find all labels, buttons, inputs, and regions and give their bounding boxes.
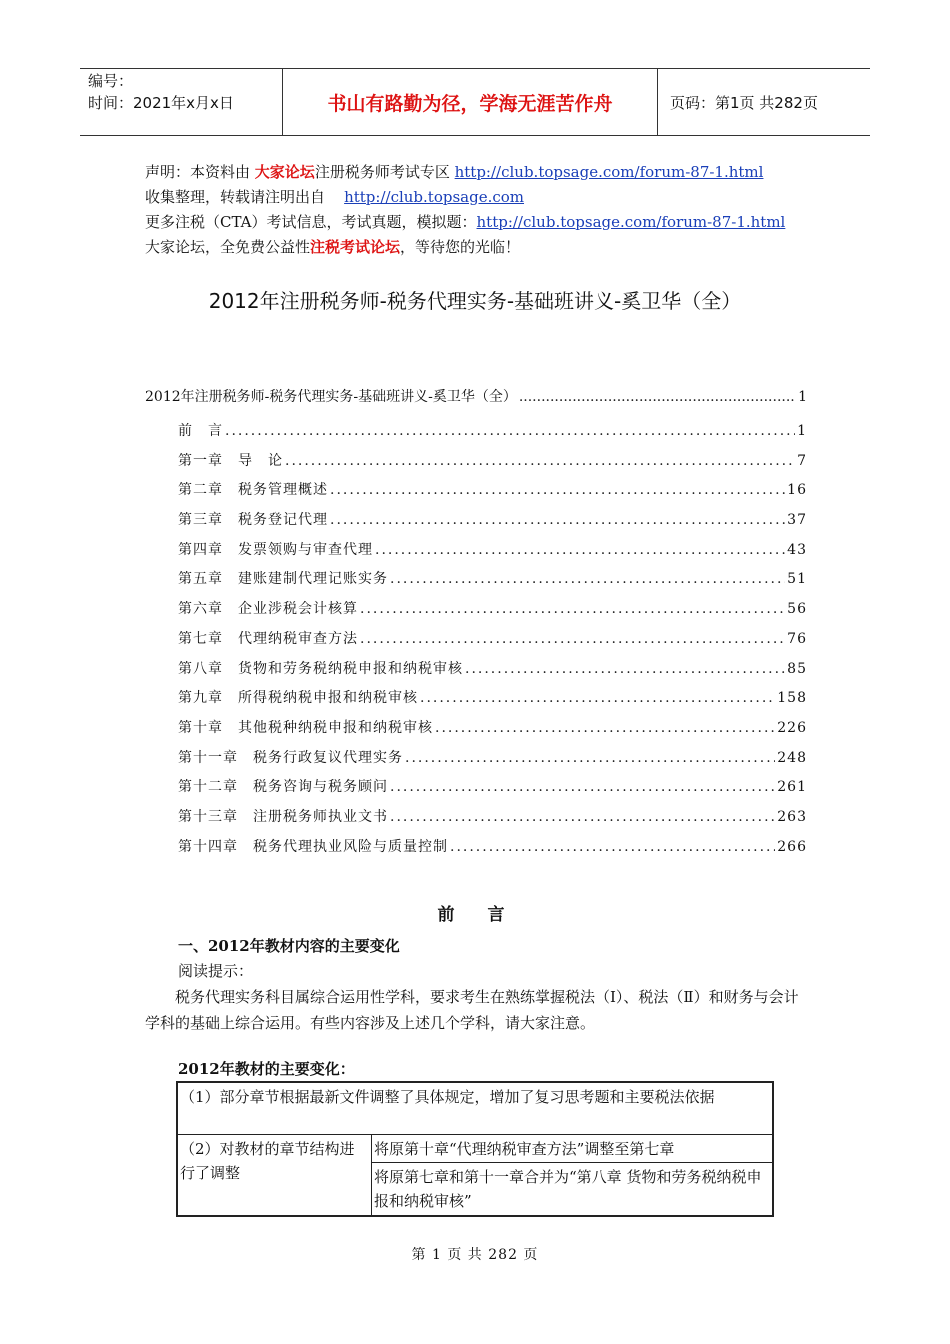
changes-table bbox=[176, 1081, 774, 1217]
section-heading: 一、2012年教材内容的主要变化 bbox=[178, 937, 400, 955]
notice-line-3 bbox=[145, 210, 845, 235]
toc-entry[interactable] bbox=[145, 479, 807, 509]
toc-label: 第十四章 税务代理执业风险与质量控制 bbox=[178, 838, 448, 855]
toc-label: 第十一章 税务行政复议代理实务 bbox=[178, 749, 403, 766]
club-link[interactable]: http://club.topsage.com bbox=[344, 188, 525, 206]
header-motto: 书山有路勤为径，学海无涯苦作舟 bbox=[282, 69, 658, 135]
toc-leader bbox=[390, 779, 775, 795]
toc-label: 第三章 税务登记代理 bbox=[178, 512, 328, 529]
table-cell: 将原第十章“代理纳税审查方法”调整至第七章 bbox=[372, 1135, 772, 1163]
toc-entry[interactable] bbox=[145, 717, 807, 747]
brand-name: 大家论坛 bbox=[254, 163, 315, 181]
toc-label: 第一章 导 论 bbox=[178, 452, 283, 469]
table-cell: 将原第七章和第十一章合并为“第八章 货物和劳务税纳税申报和纳税审核” bbox=[374, 1168, 762, 1210]
toc-label: 第二章 税务管理概述 bbox=[178, 482, 328, 499]
toc-leader bbox=[450, 839, 775, 855]
reading-tip-text: 阅读提示： bbox=[178, 962, 254, 980]
toc-page: 248 bbox=[777, 749, 807, 766]
preface-paragraph: 税务代理实务科目属综合运用性学科，要求考生在熟练掌握税法（Ⅰ）、税法（Ⅱ）和财务与会计学科的基础上综合运用。有些内容涉及上述几个学科，请大家注意。 bbox=[145, 988, 799, 1032]
header-page-info: 页码：第1页 共282页 bbox=[670, 93, 818, 112]
toc-leader bbox=[390, 809, 775, 825]
toc-page: 56 bbox=[787, 601, 807, 618]
toc-entry[interactable] bbox=[145, 568, 807, 598]
toc-label: 第六章 企业涉税会计核算 bbox=[178, 601, 358, 618]
toc-leader bbox=[405, 750, 775, 766]
toc-page: 37 bbox=[787, 512, 807, 529]
toc-entry[interactable] bbox=[145, 628, 807, 658]
toc-page: 16 bbox=[787, 482, 807, 499]
notice-line-4 bbox=[145, 235, 845, 260]
toc-entry[interactable] bbox=[145, 776, 807, 806]
notice-text: 声明：本资料由 bbox=[145, 163, 251, 181]
reading-tip bbox=[145, 958, 807, 984]
toc-entry[interactable] bbox=[145, 598, 807, 628]
table-cell: （1）部分章节根据最新文件调整了具体规定，增加了复习思考题和主要税法依据 bbox=[178, 1083, 772, 1135]
toc-page: 76 bbox=[787, 630, 807, 647]
toc-label: 第十章 其他税种纳税申报和纳税审核 bbox=[178, 719, 433, 736]
toc-label: 第四章 发票领购与审查代理 bbox=[178, 541, 373, 558]
document-header bbox=[80, 68, 870, 136]
toc-page: 85 bbox=[787, 660, 807, 677]
toc-entry[interactable] bbox=[145, 450, 807, 480]
toc-leader bbox=[285, 453, 795, 469]
toc-entry[interactable] bbox=[145, 836, 807, 866]
doc-number-label: 编号： bbox=[88, 72, 134, 90]
toc-page: 51 bbox=[787, 571, 807, 588]
table-of-contents bbox=[145, 386, 807, 865]
toc-leader bbox=[330, 512, 785, 528]
forum-link[interactable]: http://club.topsage.com/forum-87-1.html bbox=[454, 163, 764, 181]
toc-label: 第八章 货物和劳务税纳税申报和纳税审核 bbox=[178, 660, 463, 677]
toc-entry-main[interactable] bbox=[145, 386, 807, 420]
toc-entry[interactable] bbox=[145, 658, 807, 688]
notice-text: 注册税务师考试专区 bbox=[314, 163, 450, 181]
toc-leader bbox=[360, 601, 785, 617]
forum-link-2[interactable]: http://club.topsage.com/forum-87-1.html bbox=[476, 213, 786, 231]
toc-page: 261 bbox=[777, 779, 807, 796]
toc-leader bbox=[435, 720, 775, 736]
toc-page: 158 bbox=[777, 690, 807, 707]
notice-text: 大家论坛，全免费公益性 bbox=[145, 238, 311, 256]
forum-highlight: 注税考试论坛 bbox=[310, 238, 401, 256]
toc-entry[interactable] bbox=[145, 687, 807, 717]
toc-entry[interactable] bbox=[145, 539, 807, 569]
toc-leader bbox=[465, 661, 785, 677]
toc-label: 前 言 bbox=[178, 423, 223, 439]
toc-page: 7 bbox=[797, 452, 807, 469]
doc-time-label: 时间：2021年x月x日 bbox=[88, 94, 234, 112]
toc-leader bbox=[360, 631, 785, 647]
table-title: 2012年教材的主要变化： bbox=[178, 1060, 355, 1078]
page-footer: 第 1 页 共 282 页 bbox=[411, 1247, 539, 1263]
toc-entry[interactable] bbox=[145, 747, 807, 777]
toc-label: 第七章 代理纳税审查方法 bbox=[178, 630, 358, 647]
toc-page: 1 bbox=[798, 389, 807, 405]
toc-leader bbox=[420, 690, 775, 706]
notice-text: ，等待您的光临！ bbox=[400, 238, 521, 256]
source-notice bbox=[145, 160, 845, 260]
toc-entry[interactable] bbox=[145, 806, 807, 836]
toc-leader bbox=[225, 423, 795, 439]
toc-entry[interactable] bbox=[145, 509, 807, 539]
document-title: 2012年注册税务师-税务代理实务-基础班讲义-奚卫华（全） bbox=[208, 289, 742, 313]
toc-entry[interactable] bbox=[145, 420, 807, 450]
toc-label: 第十三章 注册税务师执业文书 bbox=[178, 808, 388, 825]
toc-leader bbox=[519, 389, 796, 405]
toc-page: 263 bbox=[777, 808, 807, 825]
notice-line-1 bbox=[145, 160, 845, 185]
toc-leader bbox=[330, 482, 785, 498]
toc-page: 266 bbox=[777, 838, 807, 855]
notice-text: 收集整理，转载请注明出自 bbox=[145, 188, 326, 206]
toc-page: 43 bbox=[787, 541, 807, 558]
toc-leader bbox=[390, 571, 785, 587]
toc-label: 第五章 建账建制代理记账实务 bbox=[178, 571, 388, 588]
toc-label: 第十二章 税务咨询与税务顾问 bbox=[178, 779, 388, 796]
notice-line-2 bbox=[145, 185, 845, 210]
notice-text: 更多注税（CTA）考试信息，考试真题，模拟题： bbox=[145, 213, 477, 231]
toc-label: 2012年注册税务师-税务代理实务-基础班讲义-奚卫华（全） bbox=[145, 389, 517, 405]
toc-page: 226 bbox=[777, 719, 807, 736]
toc-label: 第九章 所得税纳税申报和纳税审核 bbox=[178, 690, 418, 707]
toc-page: 1 bbox=[797, 423, 807, 439]
preface-title: 前 言 bbox=[437, 905, 513, 925]
header-meta bbox=[80, 69, 282, 135]
table-cell: （2）对教材的章节结构进行了调整 bbox=[178, 1135, 372, 1215]
toc-leader bbox=[375, 542, 785, 558]
